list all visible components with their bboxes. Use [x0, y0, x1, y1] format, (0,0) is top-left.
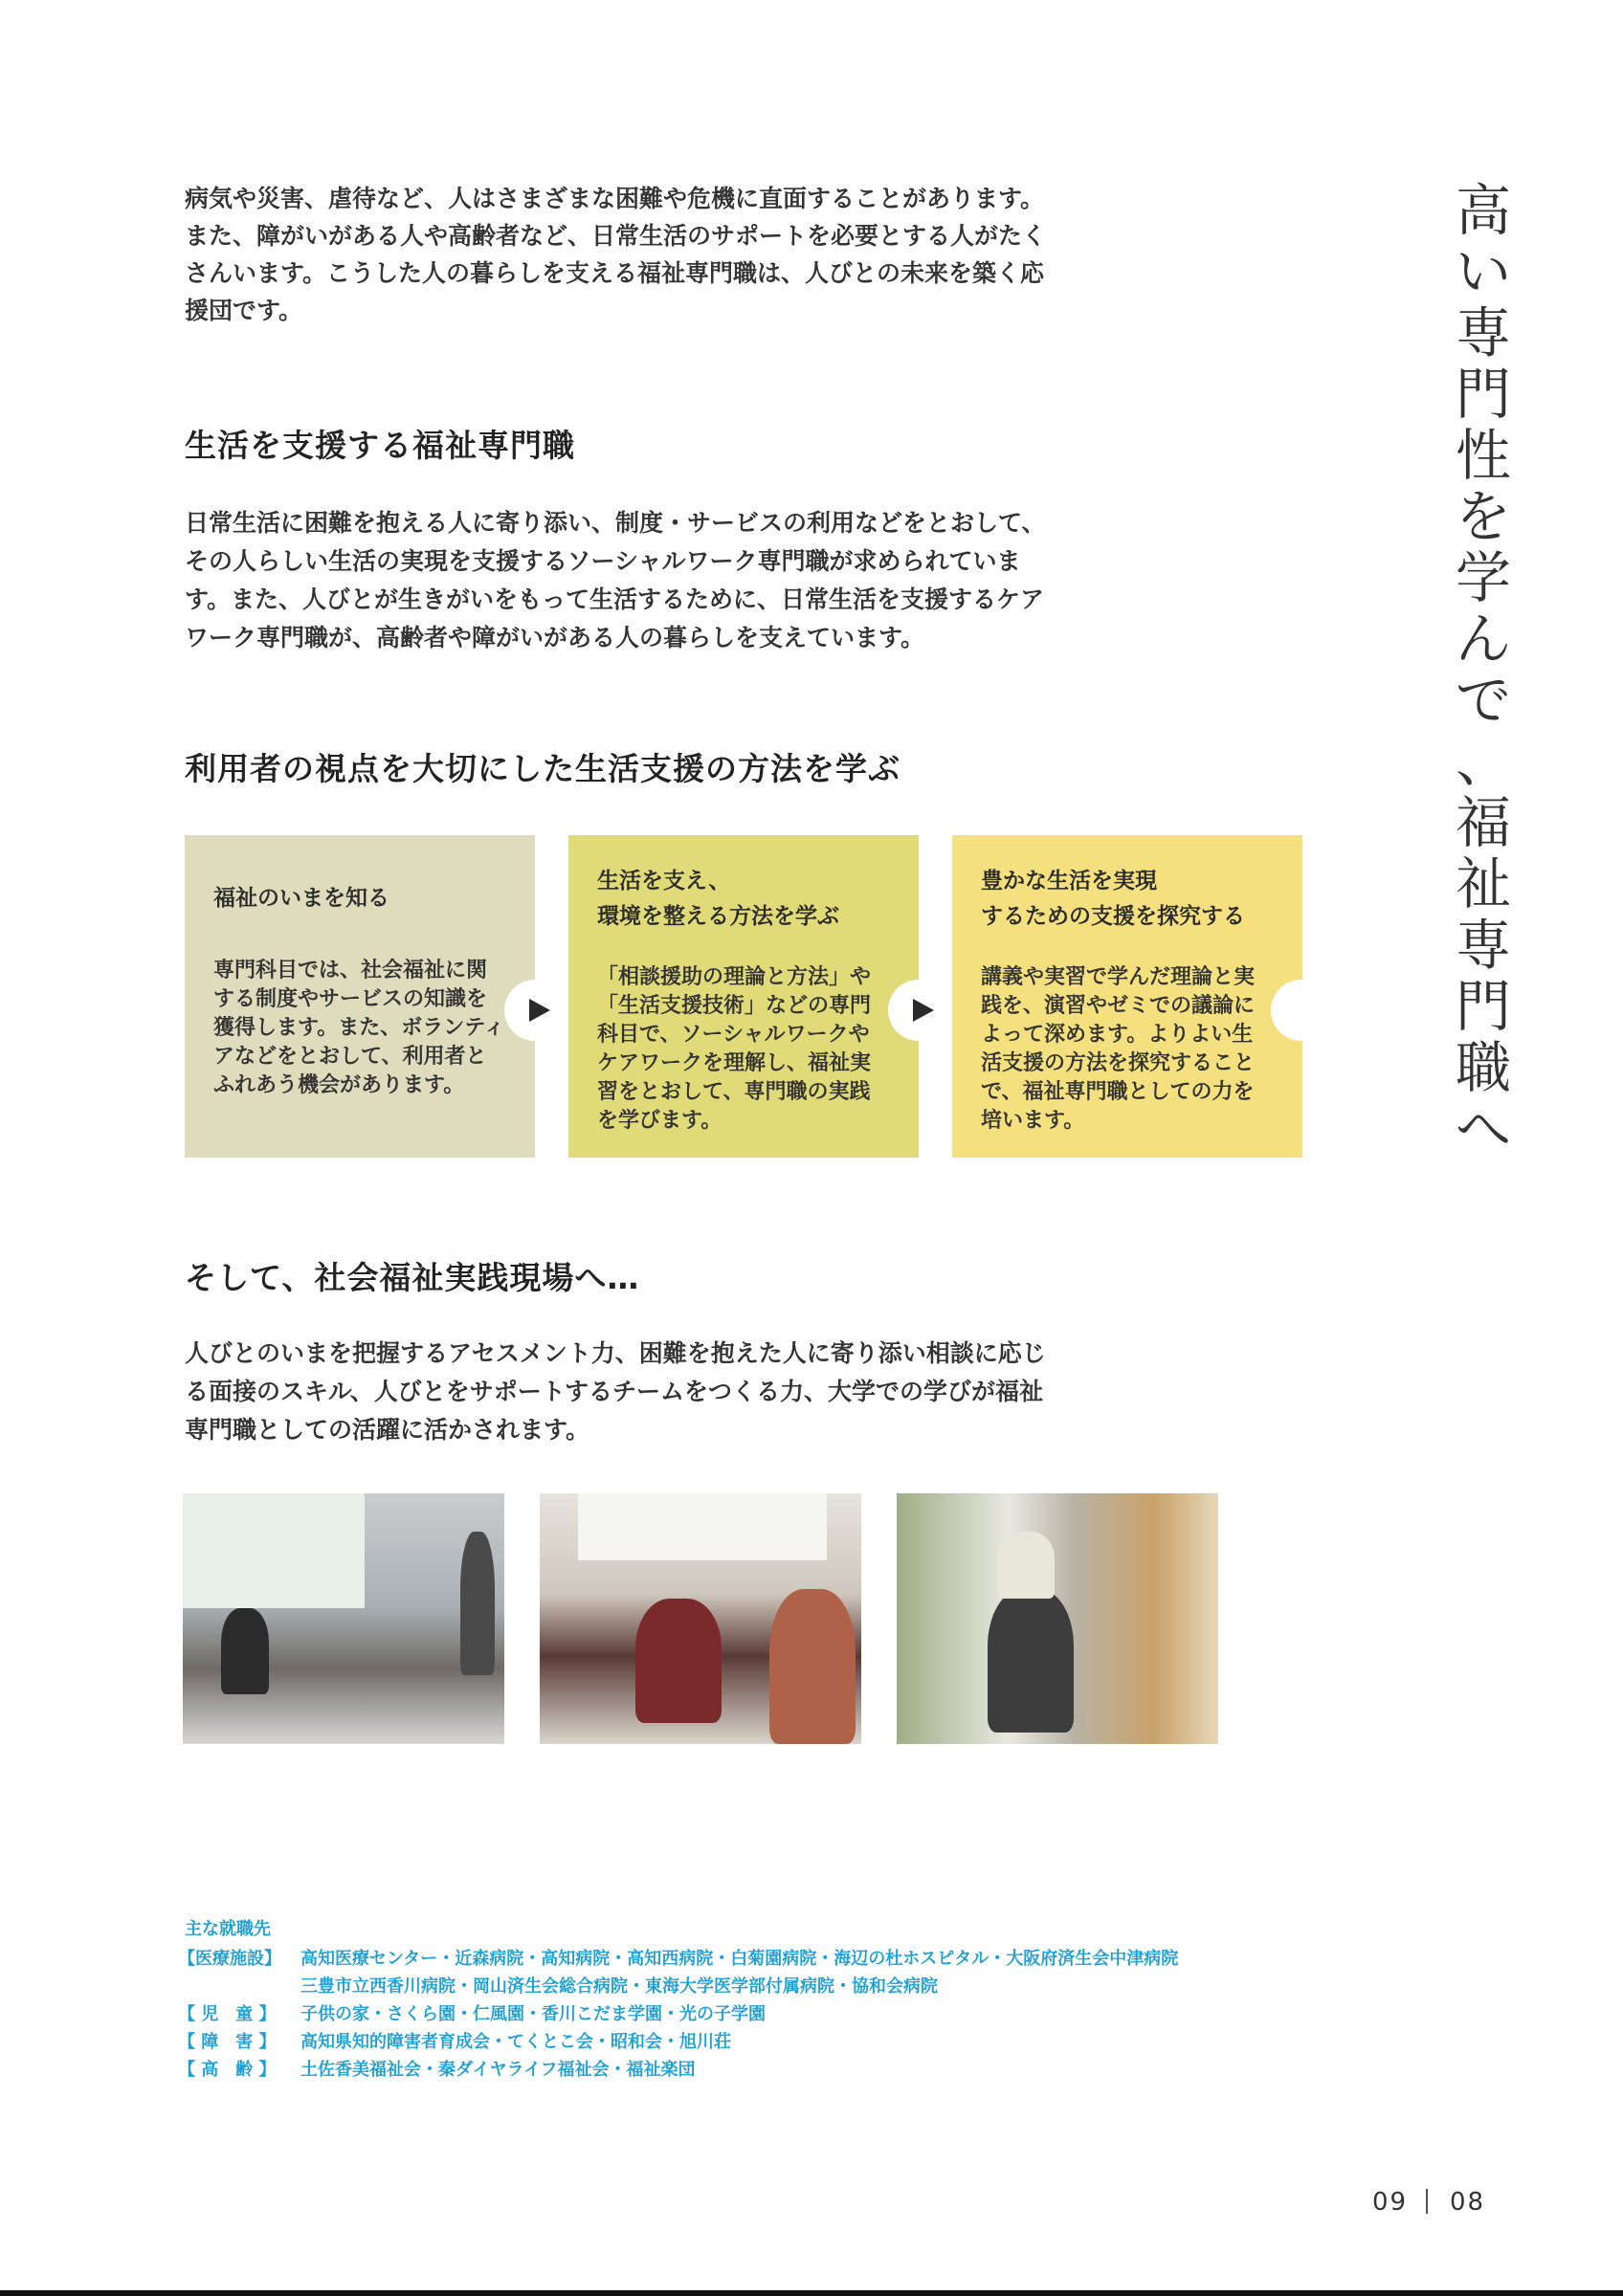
step-1-title — [213, 881, 506, 916]
employment-list: 土佐香美福祉会・秦ダイヤライフ福祉会・福祉楽団 — [300, 2060, 696, 2080]
vertical-title-char: を — [1455, 484, 1511, 549]
step-1-text: 専門科目では、社会福祉に関する制度やサービスの知識を獲得します。また、ボランティアなどをとおして、利用者とふれあう機会があります。 — [213, 959, 505, 1097]
employment-category: 【 高 齢 】 — [178, 2060, 277, 2080]
section3-body: 人びとのいまを把握するアセスメント力、困難を抱えた人に寄り添い相談に応じる面接のスキル、人びとをサポートするチームをつくる力、大学での学びが福祉専門職としての活躍に活かされます。 — [185, 1339, 1046, 1444]
vertical-title — [1445, 180, 1522, 1159]
page-number-right: 08 — [1450, 2188, 1486, 2217]
step-3-title — [981, 864, 1274, 935]
page-number-divider — [1426, 2189, 1428, 2214]
employment-category: 【医療施設】 — [178, 1949, 281, 1969]
section3-heading: そして、社会福祉実践現場へ… — [185, 1259, 640, 1296]
employment-category: 【 障 害 】 — [178, 2032, 277, 2052]
step-2-title-line-2: 環境を整える方法を学ぶ — [597, 904, 839, 929]
employment-list: 高知県知的障害者育成会・てくとこ会・昭和会・旭川荘 — [300, 2032, 731, 2052]
employment-list: 高知医療センター・近森病院・高知病院・高知西病院・白菊園病院・海辺の杜ホスピタル・大阪府済生会中津病院 — [300, 1949, 1179, 1969]
vertical-title-char: ん — [1455, 607, 1511, 672]
vertical-title-char: で — [1455, 668, 1511, 733]
step-3-title-line-2: するための支援を探究する — [981, 904, 1245, 929]
employment-row — [178, 2056, 696, 2084]
vertical-title-char: 高 — [1455, 178, 1511, 243]
vertical-title-char: 学 — [1455, 545, 1511, 610]
vertical-title-char: 専 — [1455, 300, 1511, 365]
bottom-bar — [0, 2290, 1623, 2296]
section1-heading: 生活を支援する福祉専門職 — [185, 427, 575, 464]
section2-heading: 利用者の視点を大切にした生活支援の方法を学ぶ — [185, 750, 900, 787]
employment-row — [178, 1973, 938, 2000]
vertical-title-char: 、 — [1455, 729, 1511, 794]
page-number-left: 09 — [1372, 2188, 1409, 2217]
vertical-title-char: い — [1455, 239, 1511, 304]
vertical-title-char: 祉 — [1455, 851, 1511, 916]
vertical-title-char: 福 — [1455, 790, 1511, 855]
photo-student-discussion — [540, 1493, 861, 1744]
step-3-text: 講義や実習で学んだ理論と実践を、演習やゼミでの議論によって深めます。よりよい生活支援の方法を探究することで、福祉専門職としての力を培います。 — [981, 965, 1256, 1133]
employment-category: 【 児 童 】 — [178, 2004, 277, 2024]
vertical-title-char: 専 — [1455, 913, 1511, 978]
vertical-title-char: へ — [1455, 1096, 1511, 1161]
section1-body: 日常生活に困難を抱える人に寄り添い、制度・サービスの利用などをとおして、その人らしい生活の実現を支援するソーシャルワーク専門職が求められています。また、人びとが生きがいをもって生活するために、日常生活を支援するケアワーク専門職が、高齢者や障がいがある人の暮らしを支えています。 — [185, 509, 1046, 651]
arrow-right-icon — [504, 980, 566, 1041]
employment-row — [178, 1945, 1178, 1973]
step-3-title-line-1: 豊かな生活を実現 — [981, 869, 1157, 894]
photo-classroom-presentation — [183, 1493, 504, 1744]
employment-list: 三豊市立西香川病院・岡山済生会総合病院・東海大学医学部付属病院・協和会病院 — [300, 1976, 938, 1997]
vertical-title-char: 門 — [1455, 974, 1511, 1039]
step-2-title-line-1: 生活を支え、 — [597, 869, 731, 894]
vertical-title-char: 職 — [1455, 1035, 1511, 1100]
step-2-text: 「相談援助の理論と方法」や「生活支援技術」などの専門科目で、ソーシャルワークやケアワークを理解し、福祉実習をとおして、専門職の実践を学びます。 — [597, 965, 872, 1133]
intro-paragraph: 病気や災害、虐待など、人はさまざまな困難や危機に直面することがあります。また、障がいがある人や高齢者など、日常生活のサポートを必要とする人がたくさんいます。こうした人の暮らしを支える福祉専門職は、人びとの未来を築く応援団です。 — [185, 185, 1047, 324]
employment-title: 主な就職先 — [185, 1919, 271, 1939]
photo-wheelchair-support — [897, 1493, 1218, 1744]
step-1-title-line: 福祉のいまを知る — [213, 886, 389, 911]
circle-notch-decoration — [1271, 980, 1332, 1041]
step-2-title — [597, 864, 890, 935]
vertical-title-char: 門 — [1455, 362, 1511, 427]
employment-row — [178, 2000, 766, 2028]
arrow-right-icon — [888, 980, 949, 1041]
vertical-title-char: 性 — [1455, 423, 1511, 488]
employment-list: 子供の家・さくら園・仁風園・香川こだま学園・光の子学園 — [300, 2004, 766, 2024]
step-box-2 — [568, 835, 919, 1158]
employment-row — [178, 2028, 731, 2056]
step-box-3 — [952, 835, 1302, 1158]
step-box-1 — [185, 835, 535, 1158]
